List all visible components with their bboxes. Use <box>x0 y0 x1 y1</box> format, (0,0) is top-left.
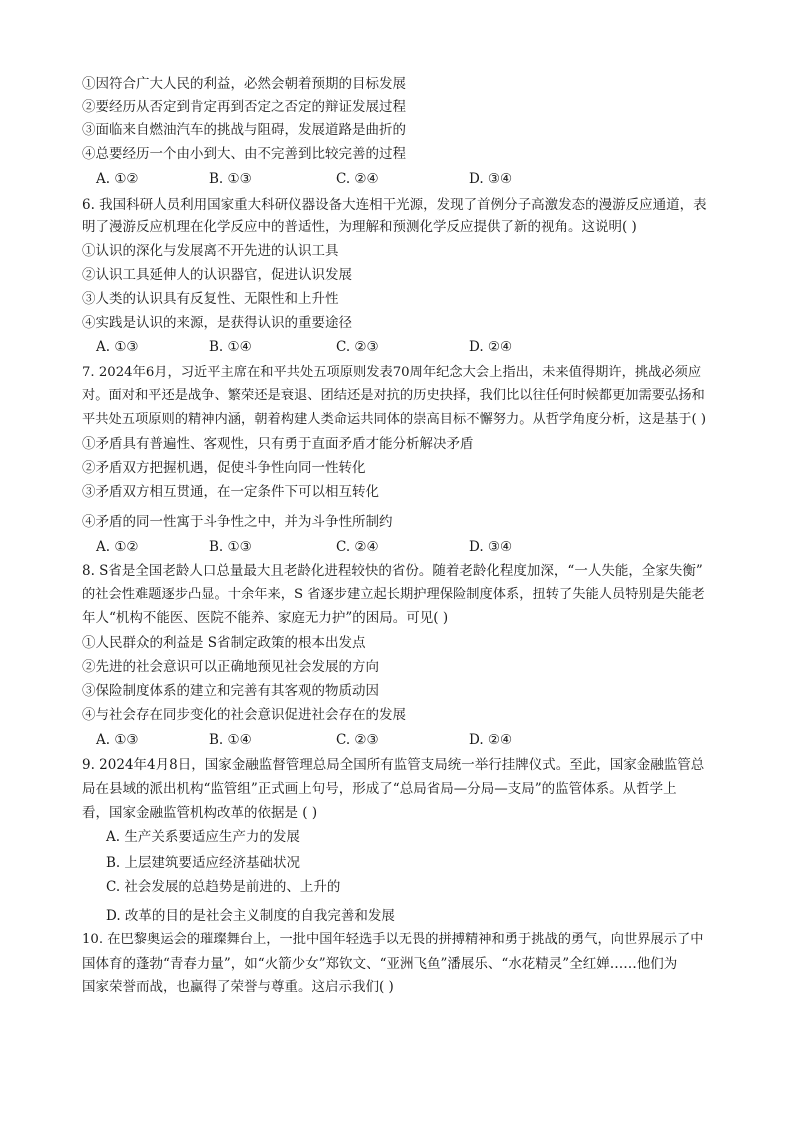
q7-option-d: D. ③④ <box>469 539 513 555</box>
q6-stem-line-1: 6. 我国科研人员利用国家重大科研仪器设备大连相干光源，发现了首例分子高激发态的漫游反应通道，表 <box>82 197 707 213</box>
q7-option-b: B. ①③ <box>209 539 252 555</box>
q6-statement-2: ②认识工具延伸人的认识器官，促进认识发展 <box>82 267 352 283</box>
q5-option-a: A. ①② <box>96 171 139 187</box>
q8-statement-3: ③保险制度体系的建立和完善有其客观的物质动因 <box>82 683 379 699</box>
q10-stem-line-2: 国体育的蓬勃“青春力量”，如“火箭少女”郑钦文、“亚洲飞鱼”潘展乐、“水花精灵”全红婵……他们为 <box>82 956 678 972</box>
q9-choice-b: B. 上层建筑要适应经济基础状况 <box>106 855 301 871</box>
q10-stem-line-3: 国家荣誉而战，也赢得了荣誉与尊重。这启示我们( ) <box>82 979 394 995</box>
q8-option-a: A. ①③ <box>96 732 139 748</box>
q7-statement-3: ③矛盾双方相互贯通，在一定条件下可以相互转化 <box>82 484 379 500</box>
q7-option-a: A. ①② <box>96 539 139 555</box>
q6-statement-1: ①认识的深化与发展离不开先进的认识工具 <box>82 243 339 259</box>
q9-choice-a: A. 生产关系要适应生产力的发展 <box>106 829 300 845</box>
q7-stem-line-3: 平共处五项原则的精神内涵，朝着构建人类命运共同体的崇高目标不懈努力。从哲学角度分析，这是基于( ) <box>82 412 707 427</box>
q7-statement-2: ②矛盾双方把握机遇，促使斗争性向同一性转化 <box>82 460 366 476</box>
q8-statement-4: ④与社会存在同步变化的社会意识促进社会存在的发展 <box>82 707 406 723</box>
q9-stem-line-3: 看，国家金融监管机构改革的依据是 ( ) <box>82 805 318 821</box>
q8-options <box>96 730 696 750</box>
q8-stem-line-1: 8. S省是全国老龄人口总量最大且老龄化进程较快的省份。随着老龄化程度加深，“一人失能，全家失衡” <box>82 563 703 579</box>
q5-options <box>96 169 696 189</box>
q8-statement-1: ①人民群众的利益是 S省制定政策的根本出发点 <box>82 635 366 651</box>
q7-stem-line-1: 7. 2024年6月，习近平主席在和平共处五项原则发表70周年纪念大会上指出，未来值得期许，挑战必须应 <box>82 365 702 380</box>
q7-statement-4: ④矛盾的同一性寓于斗争性之中，并为斗争性所制约 <box>82 514 393 530</box>
q6-option-c: C. ②③ <box>336 339 379 355</box>
q5-statement-3: ③面临来自燃油汽车的挑战与阻碍，发展道路是曲折的 <box>82 122 406 138</box>
q5-statement-1: ①因符合广大人民的利益，必然会朝着预期的目标发展 <box>82 76 406 92</box>
q6-options <box>96 337 696 357</box>
q8-stem-line-2: 的社会性难题逐步凸显。十余年来，S 省逐步建立起长期护理保险制度体系，扭转了失能人员特别是失能老 <box>82 587 705 602</box>
q6-option-b: B. ①④ <box>209 339 252 355</box>
q8-statement-2: ②先进的社会意识可以正确地预见社会发展的方向 <box>82 659 379 675</box>
q9-choice-c: C. 社会发展的总趋势是前进的、上升的 <box>106 879 341 895</box>
q9-choice-d: D. 改革的目的是社会主义制度的自我完善和发展 <box>106 908 395 924</box>
q5-statement-2: ②要经历从否定到肯定再到否定之否定的辩证发展过程 <box>82 99 406 115</box>
q8-stem-line-3: 年人“机构不能医、医院不能养、家庭无力护”的困局。可见( ) <box>82 610 449 626</box>
q6-stem-line-2: 明了漫游反应机理在化学反应中的普适性，为理解和预测化学反应提供了新的视角。这说明( ) <box>82 219 637 235</box>
q8-option-d: D. ②④ <box>469 732 513 748</box>
q5-option-d: D. ③④ <box>469 171 513 187</box>
q7-option-c: C. ②④ <box>336 539 379 555</box>
q9-stem-line-1: 9. 2024年4月8日，国家金融监督管理总局全国所有监管支局统一举行挂牌仪式。至此，国家金融监管总 <box>82 757 705 773</box>
q8-option-b: B. ①④ <box>209 732 252 748</box>
q5-option-b: B. ①③ <box>209 171 252 187</box>
q7-stem-line-2: 对。面对和平还是战争、繁荣还是衰退、团结还是对抗的历史抉择，我们比以往任何时候都更加需要弘扬和 <box>82 388 705 403</box>
q5-statement-4: ④总要经历一个由小到大、由不完善到比较完善的过程 <box>82 146 406 162</box>
q9-stem-line-2: 局在县域的派出机构“监管组”正式画上句号，形成了“总局省局—分局—支局”的监管体系。从哲学上 <box>82 781 677 797</box>
q6-option-d: D. ②④ <box>469 339 513 355</box>
q6-statement-3: ③人类的认识具有反复性、无限性和上升性 <box>82 291 339 307</box>
q6-option-a: A. ①③ <box>96 339 139 355</box>
q7-statement-1: ①矛盾具有普遍性、客观性，只有勇于直面矛盾才能分析解决矛盾 <box>82 436 474 452</box>
q7-options <box>96 537 696 557</box>
q10-stem-line-1: 10. 在巴黎奥运会的璀璨舞台上，一批中国年轻选手以无畏的拼搏精神和勇于挑战的勇气，向世界展示了中 <box>82 932 704 947</box>
q8-option-c: C. ②③ <box>336 732 379 748</box>
q6-statement-4: ④实践是认识的来源，是获得认识的重要途径 <box>82 315 352 331</box>
q5-option-c: C. ②④ <box>336 171 379 187</box>
